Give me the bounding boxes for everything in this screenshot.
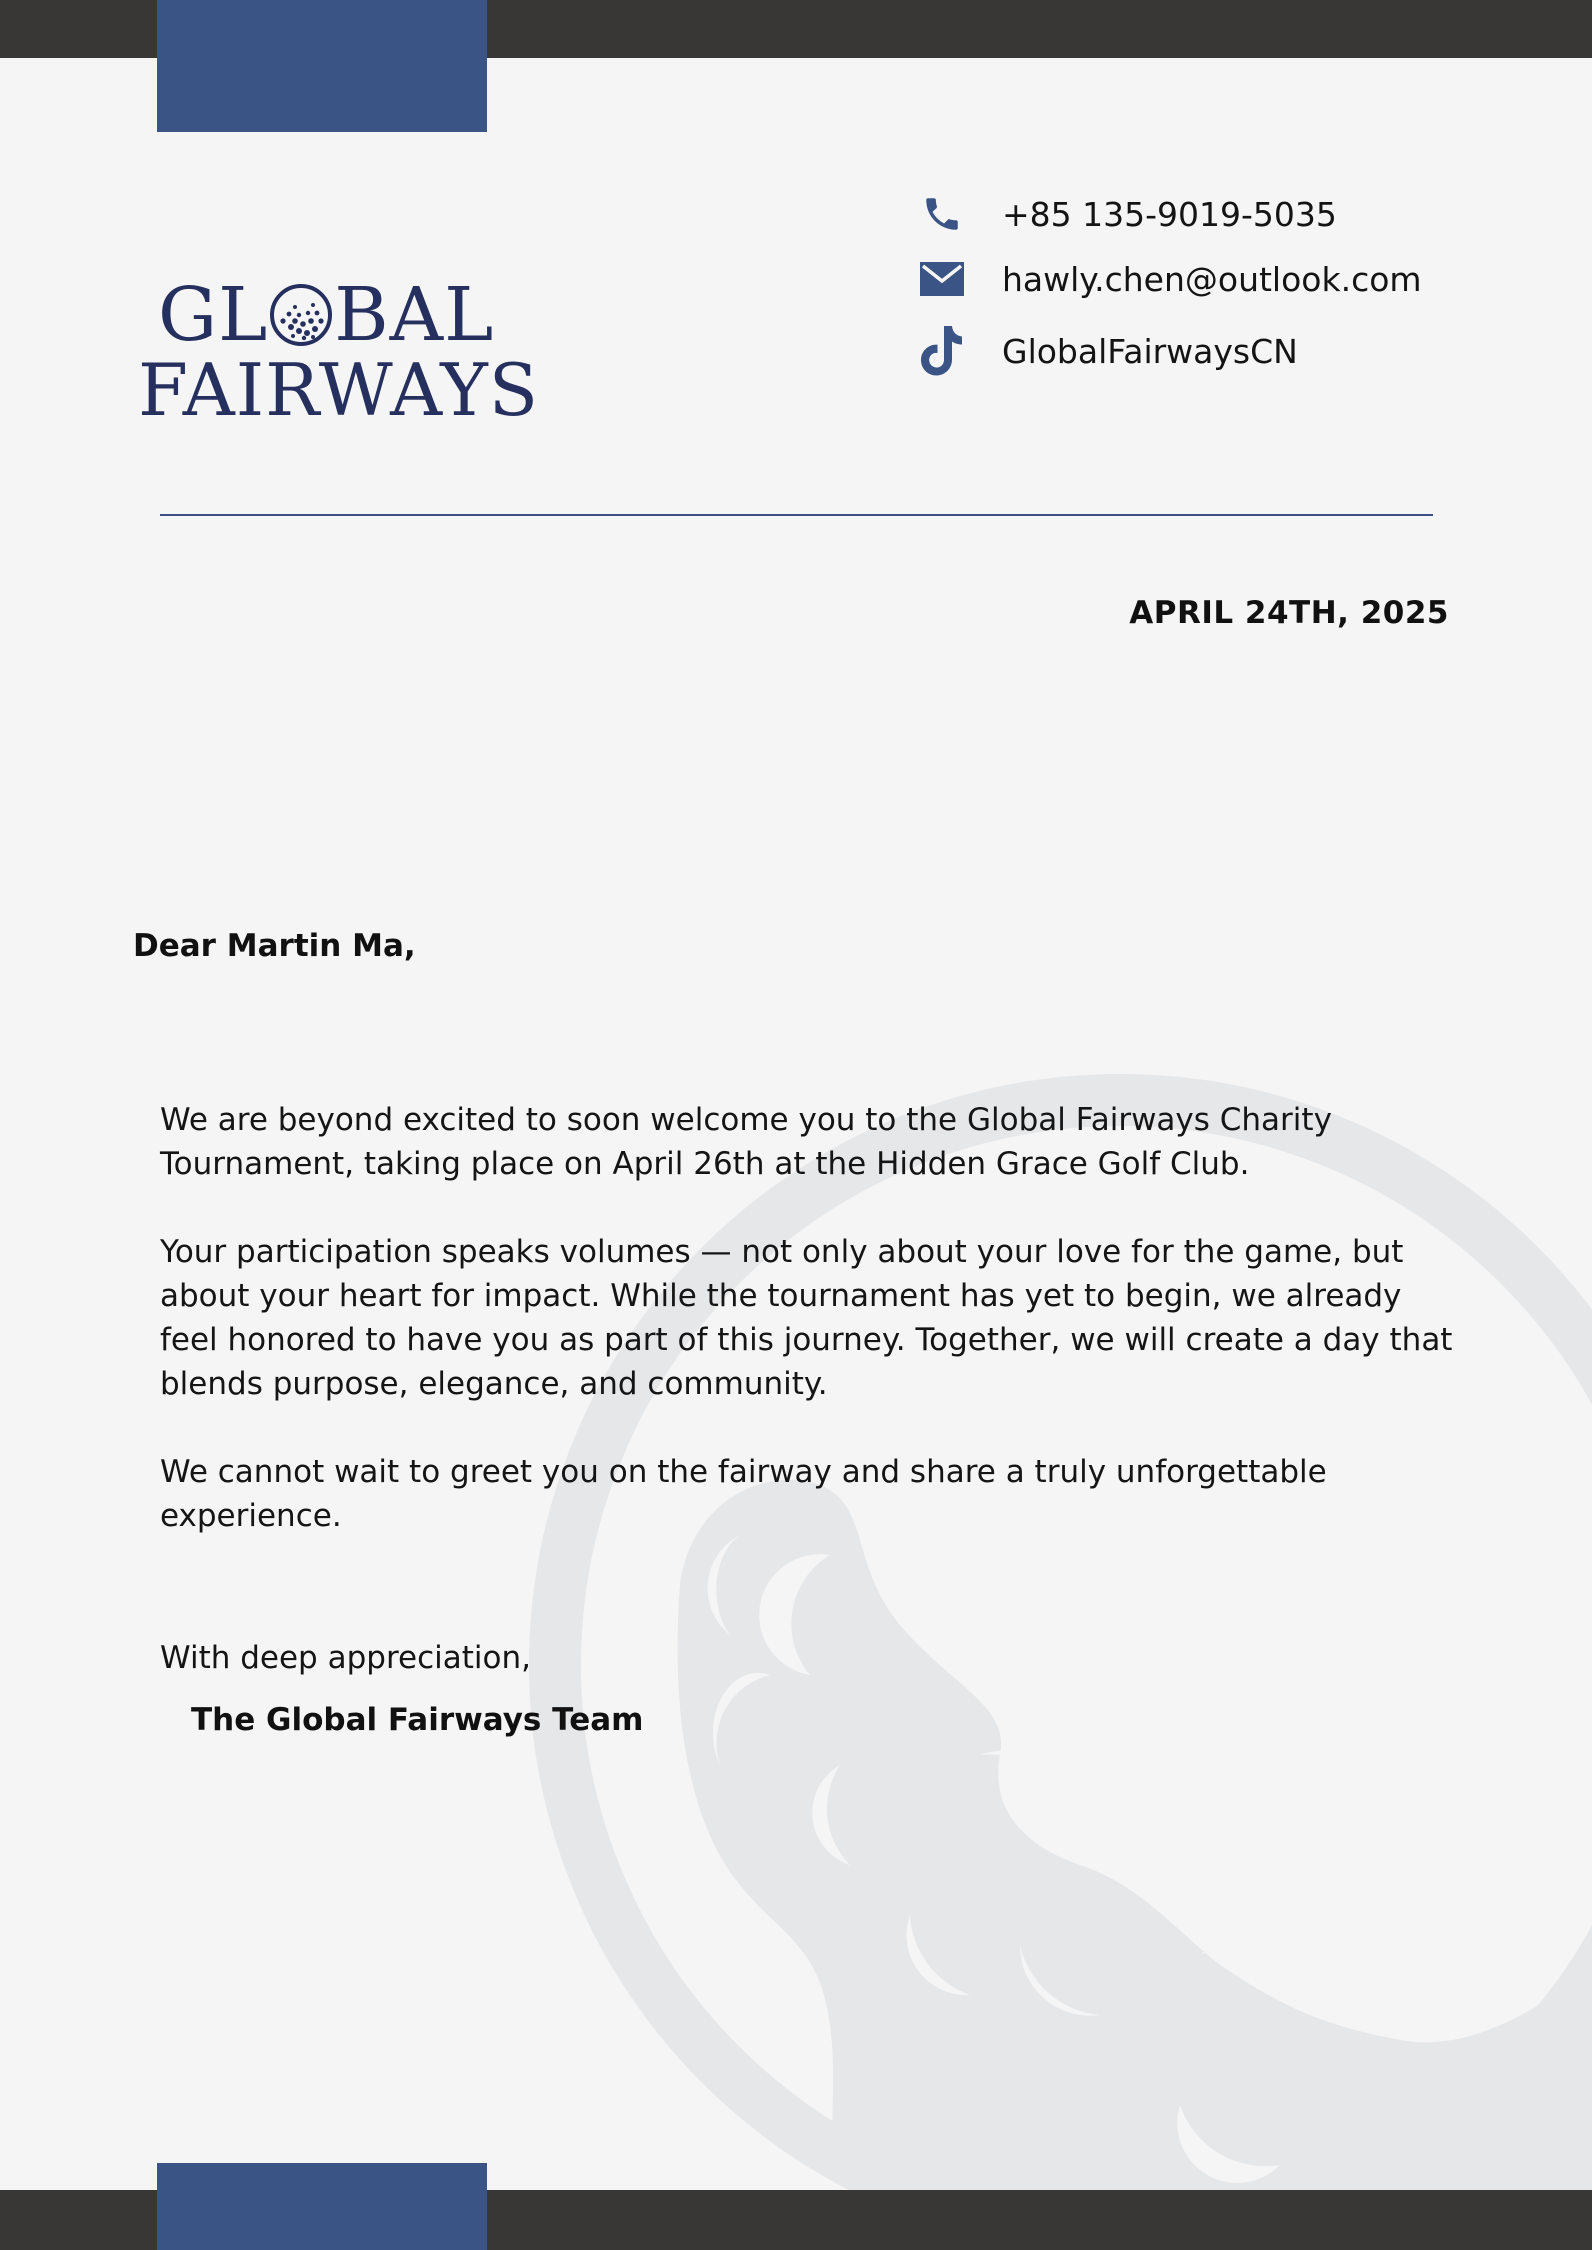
logo-text-gl: GL — [158, 272, 269, 358]
logo-line-2: FAIRWAYS — [138, 348, 540, 432]
email-text: hawly.chen@outlook.com — [1002, 259, 1422, 299]
contact-phone[interactable] — [918, 190, 1337, 238]
tiktok-icon — [918, 327, 966, 375]
letter-greeting: Dear Martin Ma, — [133, 928, 416, 964]
top-accent-block — [157, 0, 487, 132]
golf-ball-icon — [269, 283, 333, 347]
phone-icon — [918, 190, 966, 238]
social-handle-text: GlobalFairwaysCN — [1002, 331, 1298, 371]
body-paragraph: We are beyond excited to soon welcome you to the Global Fairways Charity Tournament, taking place on April 26th at the Hidden Grace Golf Club. — [160, 1102, 1332, 1182]
contact-social[interactable] — [918, 327, 1298, 375]
contact-email[interactable] — [918, 255, 1422, 303]
phone-text: +85 135-9019-5035 — [1002, 194, 1337, 234]
mail-icon — [918, 255, 966, 303]
logo-line-1 — [138, 272, 518, 358]
bottom-accent-block — [157, 2163, 487, 2250]
letter-closing: With deep appreciation, — [160, 1640, 531, 1676]
logo-text-bal: BAL — [334, 272, 495, 358]
letter-signature: The Global Fairways Team — [191, 1702, 644, 1738]
letter-date: APRIL 24TH, 2025 — [1129, 595, 1449, 631]
header-divider — [160, 514, 1433, 516]
letter-body — [160, 1098, 1460, 1582]
body-paragraph: We cannot wait to greet you on the fairway and share a truly unforgettable experience. — [160, 1454, 1327, 1534]
company-logo — [138, 272, 540, 432]
body-paragraph: Your participation speaks volumes — not only about your love for the game, but about your heart for impact. While the tournament has yet to begin, we already feel honored to have you as part of this journey. Together, we will create a day that blends purpose, elegance, and community. — [160, 1234, 1453, 1402]
